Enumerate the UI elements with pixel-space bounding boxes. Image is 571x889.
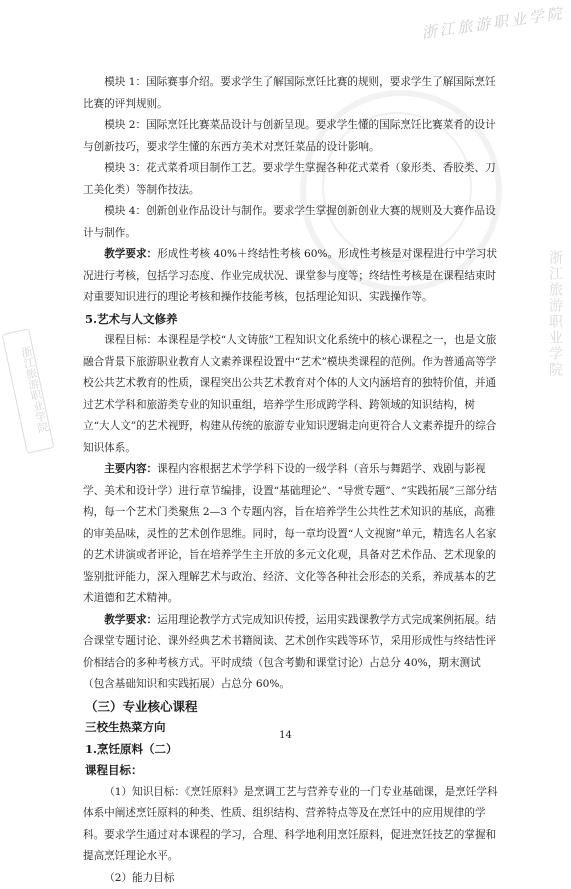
section-heading: （三）专业核心课程 (83, 696, 500, 718)
body-paragraph: 模块 3：花式菜肴项目制作工艺。要求学生掌握各种花式菜肴（象形类、香胶类、刀工美化类）等制作技法。 (83, 158, 500, 201)
paragraph-text: 课程内容根据艺术学学科下设的一级学科（音乐与舞蹈学、戏剧与影视学、美术和设计学）进行章节编排，设置“基础理论”、“导赏专题”、“实践拓展”三部分结构，每一个艺术门类聚焦 2—3 个专题内容，旨在培养学生公共性艺术知识的基底，高雅的审美品味，灵性的艺术创作思维。同时，每一章均设置“人文视窗”单元，精选名人名家的艺术讲演或者评论，旨在培养学生主开放的多元文化观，具备对艺术作品、艺术现象的鉴别批评能力，深入理解艺术与政治、经济、文化等各种社会形态的关系，养成基本的艺术道德和艺术精神。 (83, 463, 497, 604)
body-paragraph (83, 610, 500, 696)
body-paragraph (83, 459, 500, 610)
body-paragraph: （2）能力目标 (83, 868, 500, 889)
subsection-heading: 三校生热菜方向 (83, 717, 500, 739)
watermark-top-right: 浙江旅游职业学院 (420, 2, 566, 43)
subsection-heading: 课程目标： (83, 760, 500, 782)
paragraph-lead: 教学要求： (104, 614, 157, 626)
page-number: 14 (0, 730, 571, 741)
paragraph-lead: 主要内容： (104, 463, 157, 475)
watermark-left-stamp: 浙江旅游职业学院 (2, 328, 55, 453)
body-paragraph: 课程目标：本课程是学校“人文铸旅”工程知识文化系统中的核心课程之一，也是文旅融合背景下旅游职业教育人文素养课程设置中“艺术”模块类课程的范例。作为普通高等学校公共艺术教育的性质，课程突出公共艺术教育对个体的人文内涵培育的独特价值，并通过艺术学科和旅游类专业的知识重组，培养学生形成跨学科、跨领域的知识结构，树立“大人文”的艺术视野，构建从传统的旅游专业知识逻辑走向更符合人文素养提升的综合知识体系。 (83, 330, 500, 459)
body-paragraph: （1）知识目标：《烹饪原料》是烹调工艺与营养专业的一门专业基础课，是烹饪学科体系中阐述烹饪原料的种类、性质、组织结构、营养特点等及在烹饪中的应用规律的学科。要求学生通过对本课程的学习，合理、科学地利用烹饪原料，促进烹饪技艺的掌握和提高烹饪理论水平。 (83, 782, 500, 868)
body-paragraph (83, 244, 500, 309)
subsection-heading: 1.烹饪原料（二） (83, 739, 500, 761)
subsection-heading: 5.艺术与人文修养 (83, 309, 500, 331)
body-paragraph: 模块 2：国际烹饪比赛菜品设计与创新呈现。要求学生懂的国际烹饪比赛菜肴的设计与创新技巧，要求学生懂的东西方美术对烹饪菜品的设计影响。 (83, 115, 500, 158)
paragraph-lead: 教学要求： (104, 248, 157, 260)
body-paragraph: 模块 1：国际赛事介绍。要求学生了解国际烹饪比赛的规则，要求学生了解国际烹饪比赛的评判规则。 (83, 72, 500, 115)
body-paragraph: 模块 4：创新创业作品设计与制作。要求学生掌握创新创业大赛的规则及大赛作品设计与制作。 (83, 201, 500, 244)
document-body (83, 72, 500, 889)
paragraph-text: 形成性考核 40%＋终结性考核 60%。形成性考核是对课程进行中学习状况进行考核，包括学习态度、作业完成状况、课堂参与度等；终结性考核是在课程结束时对重要知识进行的理论考核和操作技能考核，包括理论知识、实践操作等。 (83, 248, 497, 303)
watermark-right-vertical: 浙江旅游职业学院 (545, 250, 565, 378)
paragraph-text: 运用理论教学方式完成知识传授，运用实践课教学方式完成案例拓展。结合课堂专题讨论、课外经典艺术书籍阅读、艺术创作实践等环节，采用形成性与终结性评价相结合的多种考核方式。平时成绩（包含考勤和课堂讨论）占总分 40%，期末测试（包含基础知识和实践拓展）占总分 60%。 (83, 614, 496, 691)
